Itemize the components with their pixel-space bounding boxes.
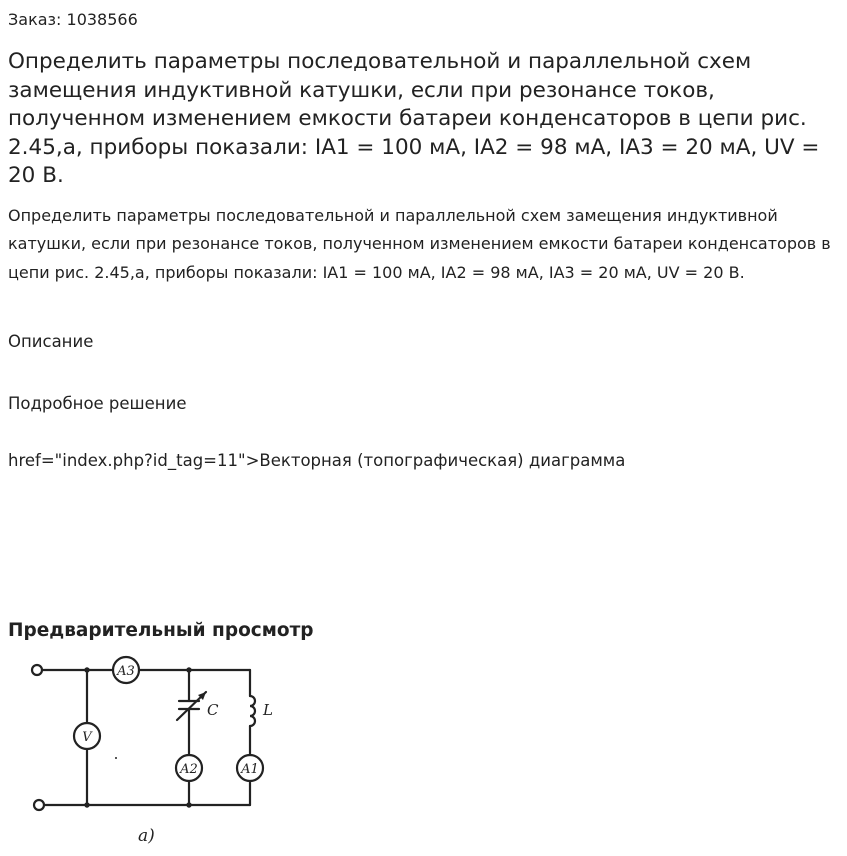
circuit-diagram xyxy=(20,652,290,852)
voltmeter-label: V xyxy=(82,730,92,745)
ammeter-2-label: A2 xyxy=(180,762,198,777)
junction-top-cap xyxy=(186,667,191,672)
ammeter-3-label: A3 xyxy=(117,664,135,679)
problem-title: Определить параметры последовательной и параллельной схем замещения индуктивной катушки, если при резонансе токов, полученном изменением емкости батареи конденсаторов в цепи рис. 2.45,а, приборы показали: IA1 = 100 мА, IA2 = 98 мА, IA3 = 20 мА, UV = 20 В. xyxy=(8,49,820,188)
circuit-svg xyxy=(20,652,290,852)
order-number: Заказ: 1038566 xyxy=(8,10,138,29)
junction-bottom-cap xyxy=(186,802,191,807)
inductor-label: L xyxy=(263,701,273,719)
description-label: Описание xyxy=(8,332,94,351)
terminal-top xyxy=(32,665,42,675)
junction-top-voltmeter xyxy=(84,667,89,672)
tag-link-text: href="index.php?id_tag=11">Векторная (топографическая) диаграмма xyxy=(8,451,626,470)
terminal-bottom xyxy=(34,800,44,810)
capacitor-label: C xyxy=(207,701,219,719)
preview-title: Предварительный просмотр xyxy=(8,620,314,641)
ammeter-1-label: A1 xyxy=(241,762,259,777)
problem-description: Определить параметры последовательной и параллельной схем замещения индуктивной катушки, если при резонансе токов, полученном изменением емкости батареи конденсаторов в цепи рис. 2.45,а, приборы показали: IA1 = 100 мА, IA2 = 98 мА, IA3 = 20 мА, UV = 20 В. xyxy=(8,206,831,282)
figure-caption: а) xyxy=(138,826,155,846)
stray-dot xyxy=(115,757,117,759)
junction-bottom-voltmeter xyxy=(84,802,89,807)
solution-label: Подробное решение xyxy=(8,394,187,413)
inductor-coil xyxy=(250,696,255,726)
